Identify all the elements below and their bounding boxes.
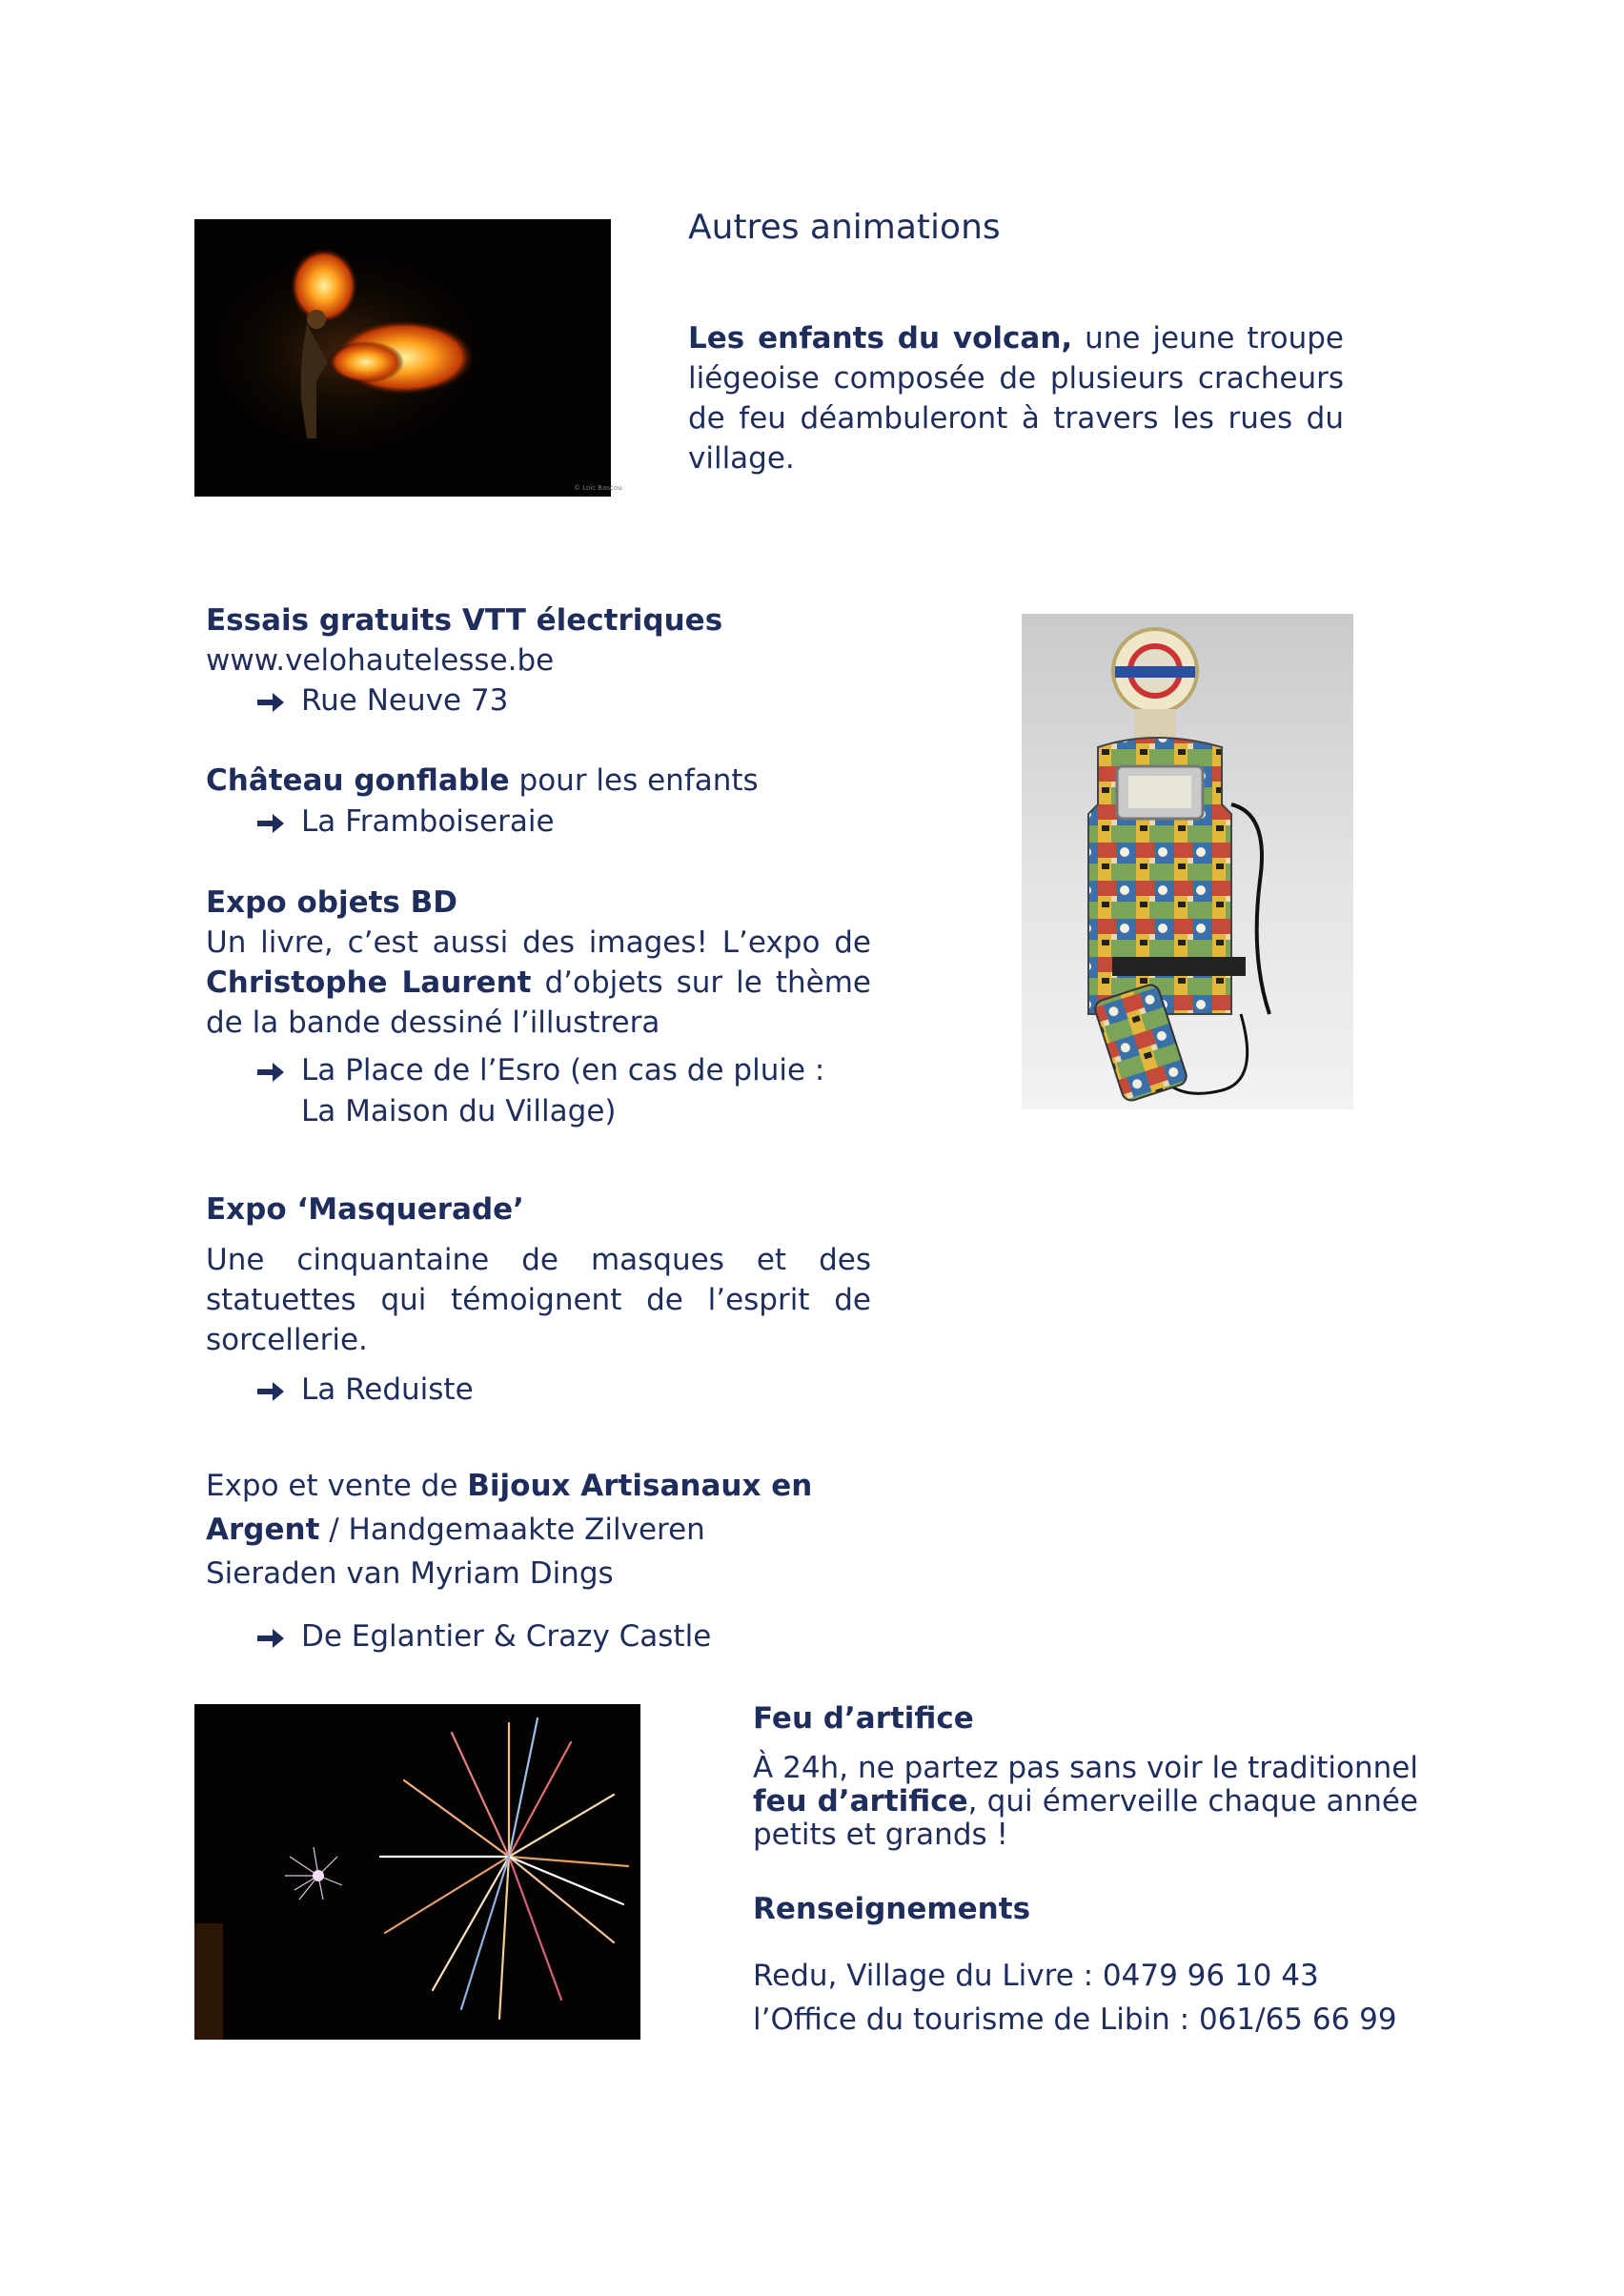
masquerade-location [206,1370,474,1411]
chateau-title [206,761,759,801]
bijoux-location [206,1616,711,1657]
arrow-icon [255,681,301,721]
feu-bold: feu d’artifice [753,1784,968,1819]
bd-text-end: d’objets sur le thème de la bande dessiné l’illustrera [206,965,871,1040]
vtt-url[interactable]: www.velohautelesse.be [206,643,555,678]
renseignements-line2: l’Office du tourisme de Libin : 061/65 66 99 [753,2002,1397,2037]
volcan-text [688,318,1344,478]
feu-text-start: À 24h, ne partez pas sans voir le traditionnel [753,1751,1418,1785]
feu-text-end: , qui émerveille chaque année petits et grands ! [753,1784,1418,1852]
renseignements-title: Renseignements [753,1892,1031,1926]
photo-credit: © Loïc Bascou [574,484,622,492]
section-title-autres: Autres animations [688,208,1001,247]
chateau-title-bold: Château gonflable [206,763,510,798]
arrow-icon [255,1050,301,1091]
chateau-title-rest: pour les enfants [509,763,759,798]
bd-location-line2: La Maison du Village) [301,1094,617,1128]
bijoux-bold2: Argent [206,1513,320,1547]
feu-title: Feu d’artifice [753,1701,974,1736]
bd-text-start: Un livre, c’est aussi des images! L’expo de [206,925,871,960]
vtt-title: Essais gratuits VTT électriques [206,603,723,638]
bd-title: Expo objets BD [206,885,458,920]
chateau-location [206,802,555,843]
bijoux-rest: / Handgemaakte Zilveren [319,1513,705,1547]
bd-text [206,923,871,1043]
masquerade-title: Expo ‘Masquerade’ [206,1192,524,1227]
bijoux-location-text: De Eglantier & Crazy Castle [301,1619,712,1654]
feu-text [753,1752,1418,1852]
renseignements-line1: Redu, Village du Livre : 0479 96 10 43 [753,1959,1319,1993]
bijoux-text [206,1464,812,1595]
bijoux-prefix: Expo et vente de [206,1469,468,1503]
comic-gas-pump-photo [1022,614,1353,1109]
masquerade-location-text: La Reduiste [301,1372,474,1407]
arrow-icon [255,1616,301,1657]
bijoux-bold1: Bijoux Artisanaux en [467,1469,813,1503]
chateau-location-text: La Framboiseraie [301,804,555,839]
bd-location [206,1050,892,1132]
vtt-location-text: Rue Neuve 73 [301,683,509,718]
fire-breather-photo [194,219,622,497]
arrow-icon [255,802,301,843]
vtt-location [206,681,508,721]
arrow-icon [255,1370,301,1411]
masquerade-text: Une cinquantaine de masques et des statuettes qui témoignent de l’esprit de sorcellerie. [206,1243,871,1357]
volcan-rest: une jeune troupe liégeoise composée de plusieurs cracheurs de feu déambuleront à travers les rues du village. [688,321,1344,476]
bd-name: Christophe Laurent [206,965,532,1000]
volcan-bold: Les enfants du volcan, [688,321,1073,356]
bijoux-line3: Sieraden van Myriam Dings [206,1556,614,1591]
bd-location-line1: La Place de l’Esro (en cas de pluie : [301,1053,825,1087]
fireworks-photo [194,1704,640,2040]
